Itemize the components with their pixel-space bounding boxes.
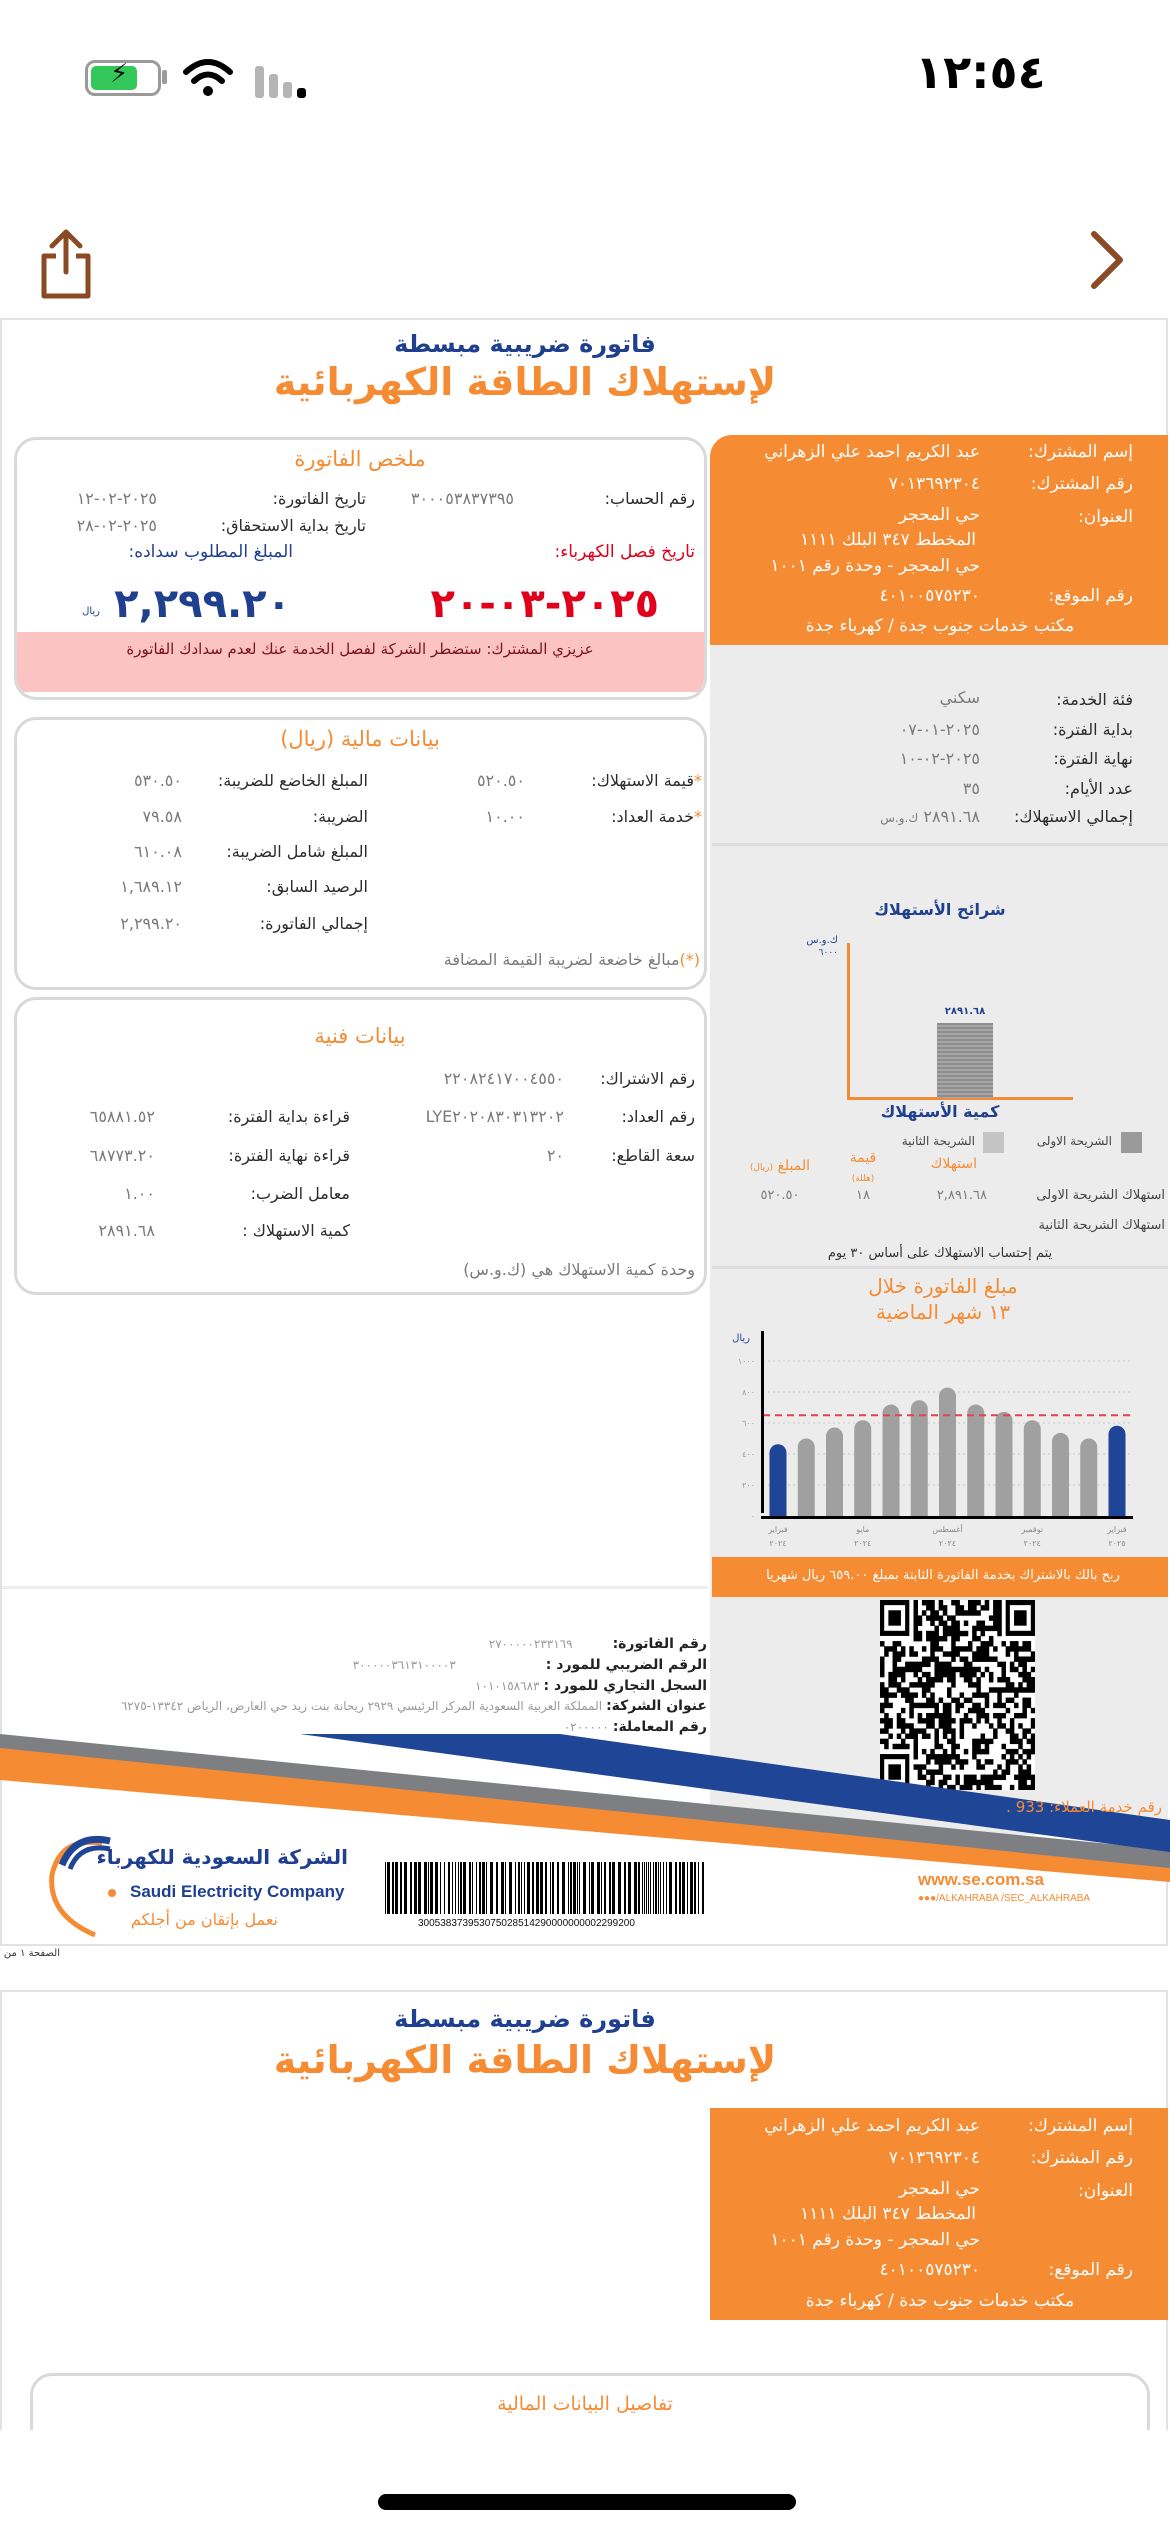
financial-value: ٥٢٠.٥٠ — [476, 771, 525, 790]
site-number-label: رقم الموقع: — [1048, 586, 1133, 606]
subscriber-number-label: رقم المشترك: — [1030, 474, 1133, 494]
address-line: حي المحجر — [898, 2179, 980, 2199]
amount-due: ٢,٢٩٩.٢٠ — [114, 581, 291, 627]
technical-value: ٢٠ — [546, 1146, 564, 1165]
technical-label: سعة القاطع: — [611, 1146, 695, 1165]
social-handles[interactable]: ●●●/ALKAHRABA /SEC_ALKAHRABA — [918, 1893, 1091, 1904]
financial-label: المبلغ الخاضع للضريبة: — [217, 771, 368, 790]
address-line: المخطط ٣٤٧ البلك ١١١١ — [800, 2204, 976, 2224]
subscriber-number: ٧٠١٣٦٩٢٣٠٤ — [888, 474, 980, 494]
account-label: رقم الحساب: — [604, 489, 695, 508]
x-tick-month: مايو — [856, 1525, 870, 1534]
service-category-label: فئة الخدمة: — [1056, 690, 1133, 709]
technical-label: معامل الضرب: — [250, 1184, 350, 1203]
technical-label: كمية الاستهلاك : — [242, 1221, 350, 1240]
bill-history-chart — [710, 1320, 1170, 1555]
days-label: عدد الأيام: — [1064, 779, 1133, 798]
bill-bar — [939, 1388, 956, 1516]
cutoff-label: تاريخ فصل الكهرباء: — [554, 542, 695, 562]
period-start-label: بداية الفترة: — [1052, 720, 1133, 739]
total-consumption: ٢٨٩١.٦٨ ك.و.س — [880, 807, 980, 826]
logo-name-ar: الشركة السعودية للكهرباء — [96, 1845, 348, 1869]
currency-label: ريال — [82, 606, 100, 617]
invoice-date: ٢٠٢٥-٠٢-١٢ — [76, 489, 157, 508]
barcode-number: 300538373953075028514290000000002299200 — [418, 1918, 635, 1929]
technical-value: ١.٠٠ — [124, 1184, 155, 1203]
y-tick-label: ٢٠٠ — [742, 1481, 755, 1490]
tiers-y-max: ٦٠٠٠ — [818, 948, 838, 958]
company-info-row: رقم الفاتورة:٢٧٠٠٠٠٠٢٣٣١٦٩ — [488, 1636, 707, 1652]
logo-slogan: نعمل بإتقان من أجلكم — [130, 1910, 278, 1929]
tier-bar-label: ٢٨٩١.٦٨ — [944, 1006, 986, 1018]
x-tick-month: أغسطس — [932, 1525, 963, 1534]
x-tick-year: ٢٠٢٤ — [769, 1539, 787, 1548]
social-icons: ●●● — [918, 1893, 937, 1904]
y-axis — [761, 1331, 764, 1513]
legend-second-tier-swatch — [983, 1132, 1004, 1153]
cutoff-date: ٢٠٢٥-٠٣-٢٠ — [430, 581, 659, 627]
tier-row-label: استهلاك الشريحة الثانية — [1038, 1218, 1165, 1233]
x-tick-year: ٢٠٢٤ — [938, 1539, 957, 1548]
financial-footnote: (*)مبالغ خاضعة لضريبة القيمة المضافة — [443, 950, 700, 969]
bill-bar — [798, 1439, 815, 1517]
due-start-label: تاريخ بداية الاستحقاق: — [220, 516, 366, 535]
bill-chart-subtitle: ١٣ شهر الماضية — [875, 1300, 1011, 1324]
service-office: مكتب خدمات جنوب جدة / كهرباء جدة — [805, 616, 1075, 636]
company-info-row: رقم المعاملة:٠٢٠٠٠٠٠ — [563, 1719, 707, 1735]
cellular-signal-icon — [255, 60, 315, 98]
tiers-x-title: كمية الأستهلاك — [880, 1102, 1000, 1121]
tier-row-consumption: ٢,٨٩١.٦٨ — [936, 1188, 987, 1203]
financial-label: المبلغ شامل الضريبة: — [226, 842, 368, 861]
bill-bar — [854, 1420, 871, 1516]
x-tick-month: فبراير — [768, 1525, 788, 1534]
chevron-right-icon[interactable] — [1088, 228, 1128, 292]
invoice-title: فاتورة ضريبية مبسطة — [394, 2005, 656, 2033]
technical-label: قراءة بداية الفترة: — [227, 1107, 350, 1126]
service-category: سكني — [939, 688, 980, 707]
x-tick-month: نوفمبر — [1021, 1525, 1044, 1534]
subscriber-name: عبد الكريم احمد علي الزهراني — [764, 442, 980, 462]
invoice-subtitle: لإستهلاك الطاقة الكهربائية — [273, 360, 777, 404]
technical-label: رقم العداد: — [621, 1107, 695, 1126]
financial-label: إجمالي الفاتورة: — [259, 914, 368, 933]
financial-label: الضريبة: — [312, 807, 368, 826]
address-line: حي المحجر - وحدة رقم ١٠٠١ — [770, 2230, 980, 2250]
col-consumption: استهلاك — [930, 1156, 977, 1172]
legend-first-tier-swatch — [1121, 1132, 1142, 1153]
battery-icon: ⚡ — [85, 60, 161, 96]
invoice-subtitle: لإستهلاك الطاقة الكهربائية — [273, 2038, 777, 2082]
financial-label: الرصيد السابق: — [266, 877, 368, 896]
financial-title: بيانات مالية (ريال) — [280, 727, 440, 751]
period-start: ٢٠٢٥-٠١-٠٧ — [899, 720, 980, 739]
days: ٣٥ — [962, 779, 980, 798]
period-end: ٢٠٢٥-٠٢-١٠ — [899, 749, 980, 768]
home-indicator[interactable] — [378, 2494, 796, 2510]
y-tick-label: ٦٠٠ — [742, 1419, 755, 1428]
clock: ١٢:٥٤ — [915, 45, 1046, 99]
bill-bar — [1052, 1433, 1069, 1516]
period-end-label: نهاية الفترة: — [1053, 749, 1133, 768]
disconnection-warning: عزيزي المشترك: ستضطر الشركة لفصل الخدمة عنك لعدم سدادك الفاتورة — [126, 640, 594, 658]
bill-bar — [911, 1400, 928, 1516]
company-info-row: السجل التجاري للمورد :١٠١٠١٥٨٦٨٣ — [475, 1678, 707, 1694]
technical-value: ٦٥٨٨١.٥٢ — [89, 1107, 155, 1126]
technical-value: ٦٨٧٧٣.٢٠ — [89, 1146, 155, 1165]
bill-bar — [996, 1412, 1013, 1516]
bill-bar — [1109, 1426, 1126, 1516]
financial-value: ١,٦٨٩.١٢ — [120, 877, 182, 896]
company-info-row: الرقم الضريبي للمورد :٣٠٠٠٠٠٣٦١٣١٠٠٠٠٣ — [352, 1657, 707, 1673]
col-amount: المبلغ (ريال) — [749, 1158, 810, 1174]
bill-bar — [883, 1405, 900, 1516]
y-tick-label: ٠ — [750, 1512, 755, 1521]
site-number-label: رقم الموقع: — [1048, 2260, 1133, 2280]
y-tick-label: ٤٠٠ — [742, 1450, 755, 1459]
technical-label: قراءة نهاية الفترة: — [228, 1146, 350, 1165]
address-line: المخطط ٣٤٧ البلك ١١١١ — [800, 530, 976, 550]
technical-title: بيانات فنية — [314, 1024, 406, 1048]
subscriber-name-label: إسم المشترك: — [1028, 442, 1133, 462]
due-start-date: ٢٠٢٥-٠٢-٢٨ — [76, 516, 157, 535]
total-consumption-label: إجمالي الاستهلاك: — [1013, 807, 1133, 826]
tier-bar-first — [937, 1023, 993, 1098]
tier-row-rate: ١٨ — [856, 1188, 870, 1203]
logo-name-en: Saudi Electricity Company — [130, 1882, 345, 1901]
company-info-row: عنوان الشركة:المملكة العربية السعودية المركز الرئيسي ٢٩٢٩ ريحانة بنت زيد حي العارض، الرياض ١٣٣٤٢-٦٢٧٥ — [120, 1698, 707, 1714]
y-tick-label: ٨٠٠ — [742, 1388, 755, 1397]
tiers-chart-title: شرائح الأستهلاك — [874, 900, 1006, 919]
financial-label: *قيمة الاستهلاك: — [591, 771, 702, 790]
basis-note: يتم إحتساب الاستهلاك على أساس ٣٠ يوم — [827, 1246, 1053, 1261]
fixed-bill-banner-text: ربح بالك بالاشتراك بخدمة الفاتورة الثابتة بمبلغ ٦٥٩.٠٠ ريال شهريا — [766, 1568, 1120, 1583]
account-number: ٣٠٠٠٥٣٨٣٧٣٩٥ — [410, 489, 514, 508]
bill-bar — [967, 1405, 984, 1516]
bill-bar — [770, 1444, 787, 1516]
technical-footnote: وحدة كمية الاستهلاك هي (ك.و.س) — [463, 1260, 695, 1279]
customer-service-number: رقم خدمة العملاء: 933 . — [1006, 1798, 1162, 1816]
amount-due-label: المبلغ المطلوب سداده: — [128, 542, 293, 562]
summary-title: ملخص الفاتورة — [294, 447, 426, 471]
address-label: العنوان: — [1078, 507, 1133, 527]
tier-row-amount: ٥٢٠.٥٠ — [760, 1188, 800, 1203]
invoice-summary-card — [14, 437, 707, 700]
x-tick-year: ٢٠٢٤ — [1023, 1539, 1041, 1548]
subscriber-name-label: إسم المشترك: — [1028, 2116, 1133, 2136]
y-tick-label: ١٠٠٠ — [737, 1357, 755, 1366]
address-line: حي المحجر - وحدة رقم ١٠٠١ — [770, 556, 980, 576]
subscriber-number-label: رقم المشترك: — [1030, 2148, 1133, 2168]
legend-first-tier: الشريحة الاولى — [1036, 1134, 1112, 1148]
technical-value: ٢٨٩١.٦٨ — [98, 1221, 155, 1240]
address-label: العنوان: — [1078, 2181, 1133, 2201]
financial-value: ٧٩.٥٨ — [142, 807, 182, 826]
page-number: الصفحة ١ من — [3, 1948, 60, 1959]
col-rate-unit: (هللة) — [851, 1174, 875, 1184]
invoice-title: فاتورة ضريبية مبسطة — [394, 330, 656, 358]
bill-y-unit: ريال — [732, 1333, 750, 1344]
website-link[interactable]: www.se.com.sa — [918, 1870, 1044, 1889]
financial-value: ٢,٢٩٩.٢٠ — [120, 914, 182, 933]
site-number: ٤٠١٠٠٥٧٥٢٣٠ — [879, 2260, 980, 2280]
invoice-date-label: تاريخ الفاتورة: — [272, 489, 366, 508]
financial-value: ٦١٠.٠٨ — [133, 842, 182, 861]
financial-value: ١٠.٠٠ — [485, 807, 525, 826]
address-line: حي المحجر — [898, 505, 980, 525]
site-number: ٤٠١٠٠٥٧٥٢٣٠ — [879, 586, 980, 606]
technical-value: LYE٢٠٢٠٨٣٠٣١٣٢٠٢ — [425, 1107, 564, 1126]
financial-label: *خدمة العداد: — [611, 807, 702, 826]
bill-bar — [1024, 1420, 1041, 1516]
wifi-icon — [182, 58, 234, 98]
financial-value: ٥٣٠.٥٠ — [133, 771, 182, 790]
barcode — [385, 1862, 710, 1914]
share-icon[interactable] — [38, 228, 94, 300]
tiers-y-axis — [847, 943, 850, 1100]
bill-bar — [826, 1427, 843, 1516]
bill-bar — [1080, 1439, 1097, 1517]
col-rate: قيمة — [849, 1150, 877, 1166]
x-tick-year: ٢٠٢٥ — [1108, 1539, 1126, 1548]
financial-details-title: تفاصيل البيانات المالية — [497, 2393, 673, 2415]
x-tick-month: فبراير — [1107, 1525, 1127, 1534]
technical-value: ٢٢٠٨٢٤١٧٠٠٤٥٥٠ — [443, 1069, 564, 1088]
service-office: مكتب خدمات جنوب جدة / كهرباء جدة — [805, 2291, 1075, 2311]
bill-chart-title: مبلغ الفاتورة خلال — [868, 1274, 1018, 1298]
subscriber-name: عبد الكريم احمد علي الزهراني — [764, 2116, 980, 2136]
x-axis — [761, 1516, 1133, 1519]
technical-label: رقم الاشتراك: — [600, 1069, 695, 1088]
x-tick-year: ٢٠٢٤ — [854, 1539, 872, 1548]
tier-row-label: استهلاك الشريحة الاولى — [1036, 1188, 1165, 1203]
subscriber-number: ٧٠١٣٦٩٢٣٠٤ — [888, 2148, 980, 2168]
tiers-y-unit: ك.و.س — [806, 935, 838, 946]
legend-second-tier: الشريحة الثانية — [901, 1134, 975, 1148]
